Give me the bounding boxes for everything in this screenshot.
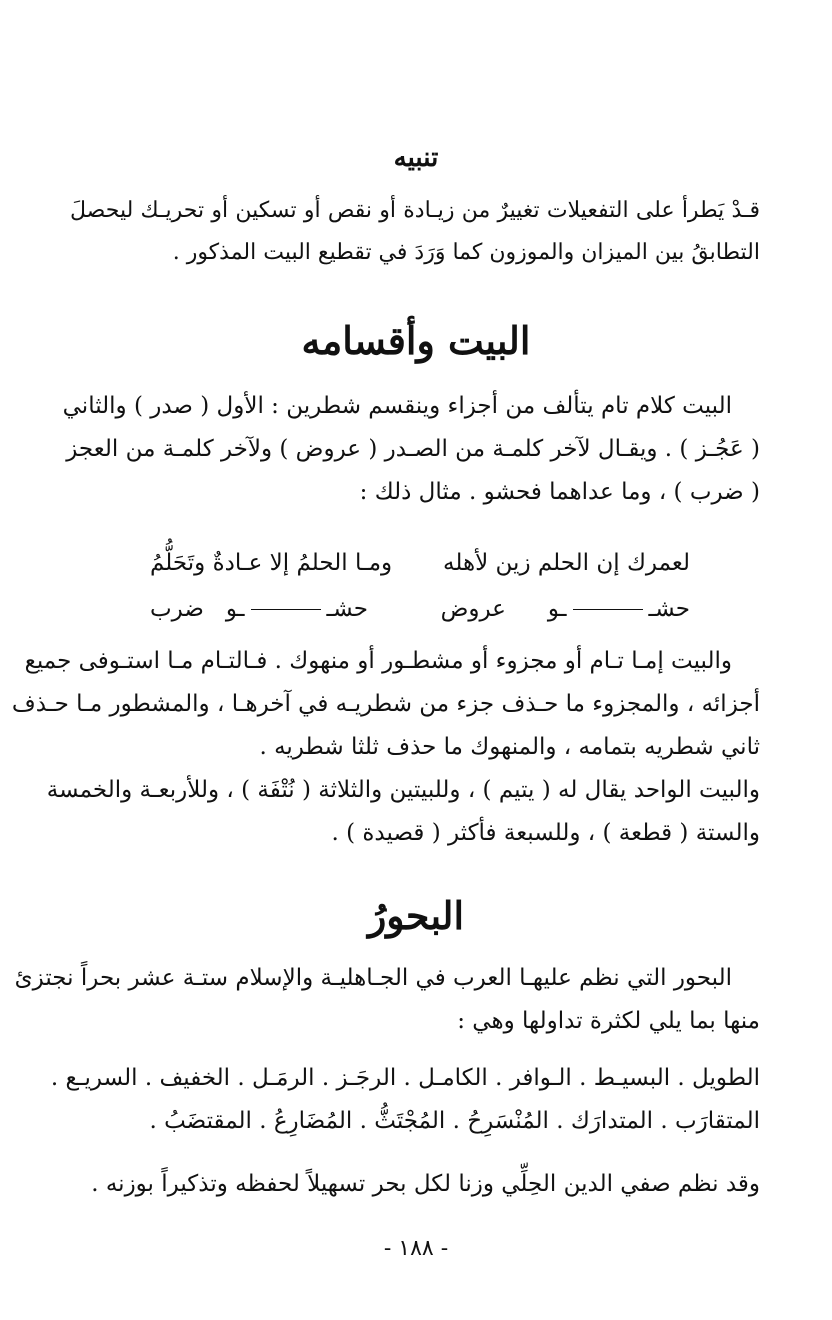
scan-label: حشـ [648,596,690,622]
text-line: ثاني شطريه بتمامه ، والمنهوك ما حذف ثلثا شطريه . [259,734,760,760]
text-line: البحور التي نظم عليهـا العرب في الجـاهليـة والإسلام ستـة عشر بحراً نجتزئ [14,965,732,991]
poetry-verse [150,540,690,632]
text-line: والبيت إمـا تـام أو مجزوء أو مشطـور أو منهوك . فـالتـام مـا استـوفى جميع [24,648,732,674]
scansion-line [150,586,690,632]
section-heading-bayt: البيت وأقسامه [301,318,531,363]
scan-label: حشـ [326,596,368,622]
text-line: ( ضرب ) ، وما عداهما فحشو . مثال ذلك : [359,479,760,505]
kinds-paragraph [11,640,760,855]
note-paragraph [70,190,760,274]
scan-dash [573,609,643,610]
scansion-first [441,586,690,632]
meters-list [50,1057,760,1143]
text-line: ( عَجُـز ) . ويقـال لآخر كلمـة من الصـدر ( عروض ) ولآخر كلمـة من العجز [66,436,760,462]
scansion-second [150,586,368,632]
text-line: وقد نظم صفي الدين الحِلِّي وزنا لكل بحر تسهيلاً لحفظه وتذكيراً بوزنه . [91,1171,760,1197]
text-line: المتقارَب . المتدارَك . المُنْسَرِحُ . المُجْتَثُّ . المُضَارِعُ . المقتضَبُ . [149,1108,760,1134]
scan-label: ضرب [150,596,204,622]
verse-line [150,540,690,586]
text-line: أجزائه ، والمجزوء ما حـذف جزء من شطريـه في آخرهـا ، والمشطور مـا حـذف [11,691,760,717]
scan-dash [251,609,321,610]
text-line: والستة ( قطعة ) ، وللسبعة فأكثر ( قصيدة ) . [331,820,760,846]
text-line: الطويل . البسيـط . الـوافر . الكامـل . الرجَـز . الرمَـل . الخفيف . السريـع . [50,1065,760,1091]
page-number: - ١٨٨ - [383,1236,449,1261]
safi-paragraph [70,1163,760,1206]
note-heading: تنبيه [393,143,439,173]
second-hemistich: ومـا الحلمُ إلا عـادةٌ وتَحَلُّمُ [150,550,393,576]
bayt-paragraph [62,385,760,514]
text-line: منها بما يلي لكثرة تداولها وهي : [457,1008,760,1034]
text-line: والبيت الواحد يقال له ( يتيم ) ، وللبيتين والثلاثة ( نُتْفَة ) ، وللأربعـة والخمسة [46,777,760,803]
text-line: التطابقُ بين الميزان والموزون كما وَرَدَ في تقطيع البيت المذكور . [172,240,760,265]
text-line: قـدْ يَطرأ على التفعيلات تغييرٌ من زيـادة أو نقص أو تسكين أو تحريـك ليحصلَ [70,198,760,223]
scan-label: عروض [440,596,506,622]
first-hemistich: لعمرك إن الحلم زين لأهله [443,550,690,576]
scan-label: ـو [547,596,567,622]
text-line: البيت كلام تام يتألف من أجزاء وينقسم شطرين : الأول ( صدر ) والثاني [62,393,732,419]
scan-label: ـو [225,596,245,622]
section-heading-buhur: البحورُ [367,893,465,938]
buhur-paragraph [14,957,760,1043]
